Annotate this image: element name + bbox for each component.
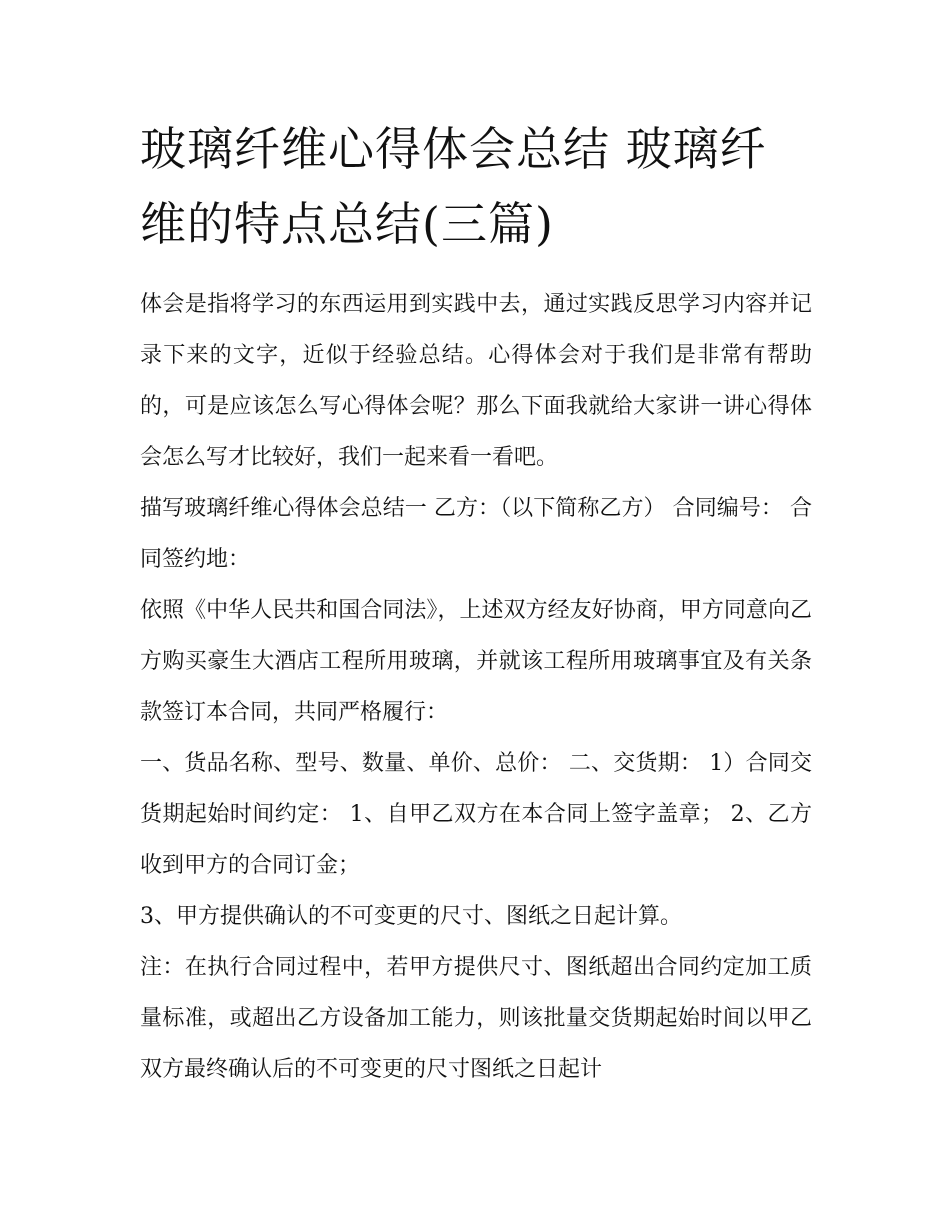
paragraph-contract-header: 描写玻璃纤维心得体会总结一 乙方：（以下简称乙方） 合同编号： 合同签约地： xyxy=(140,496,812,572)
document-body xyxy=(140,279,812,1095)
paragraph-note: 注：在执行合同过程中，若甲方提供尺寸、图纸超出合同约定加工质量标准，或超出乙方设备加工能力，则该批量交货期起始时间以甲乙双方最终确认后的不可变更的尺寸图纸之日起计 xyxy=(140,955,812,1082)
document-page xyxy=(140,112,812,1095)
paragraph-contract-basis: 依照《中华人民共和国合同法》，上述双方经友好协商，甲方同意向乙方购买豪生大酒店工程所用玻璃，并就该工程所用玻璃事宜及有关条款签订本合同，共同严格履行： xyxy=(140,598,812,725)
paragraph-drawing-date: 3、甲方提供确认的不可变更的尺寸、图纸之日起计算。 xyxy=(140,904,682,929)
paragraph-intro: 体会是指将学习的东西运用到实践中去，通过实践反思学习内容并记录下来的文字，近似于经验总结。心得体会对于我们是非常有帮助的，可是应该怎么写心得体会呢？那么下面我就给大家讲一讲心得体会怎么写才比较好，我们一起来看一看吧。 xyxy=(140,292,812,470)
document-title: 玻璃纤维心得体会总结 玻璃纤维的特点总结(三篇) xyxy=(140,122,767,251)
paragraph-goods-delivery: 一、货品名称、型号、数量、单价、总价： 二、交货期： 1）合同交货期起始时间约定： 1、自甲乙双方在本合同上签字盖章； 2、乙方收到甲方的合同订金； xyxy=(140,751,812,878)
